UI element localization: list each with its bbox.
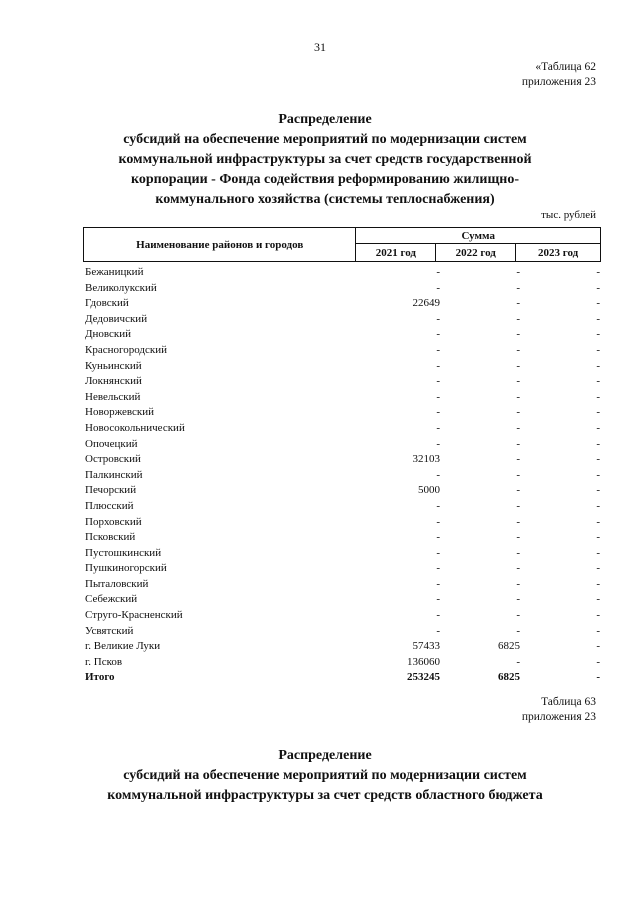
value-2023: - <box>596 655 600 668</box>
district-name: Островский <box>85 453 141 466</box>
table62-reference <box>522 60 596 90</box>
district-name: Локнянский <box>85 375 142 388</box>
value-2023: - <box>596 406 600 419</box>
district-name: Струго-Красненский <box>85 609 183 622</box>
value-2023: - <box>596 499 600 512</box>
table-row <box>85 390 601 406</box>
district-name: Гдовский <box>85 297 129 310</box>
value-2023: - <box>596 437 600 450</box>
district-name: Порховский <box>85 515 142 528</box>
value-2023: - <box>596 281 600 294</box>
district-name: г. Псков <box>85 655 123 668</box>
table-row <box>85 530 601 546</box>
table-row <box>85 468 601 484</box>
value-2022: - <box>516 297 520 310</box>
value-2021: 253245 <box>407 671 440 684</box>
value-2023: - <box>596 453 600 466</box>
table-row <box>85 374 601 390</box>
value-2022: - <box>516 562 520 575</box>
total-row <box>85 670 601 686</box>
value-2023: - <box>596 343 600 356</box>
value-2023: - <box>596 421 600 434</box>
title-line: коммунального хозяйства (системы теплоснабжения) <box>155 192 495 207</box>
table-row <box>85 312 601 328</box>
table-row <box>85 624 601 640</box>
value-2021: - <box>436 390 440 403</box>
district-name: Новоржевский <box>85 406 155 419</box>
value-2022: - <box>516 593 520 606</box>
table-row <box>85 577 601 593</box>
value-2022: - <box>516 453 520 466</box>
district-name: Невельский <box>85 390 141 403</box>
value-2021: - <box>436 421 440 434</box>
table-row <box>85 655 601 671</box>
value-2022: - <box>516 406 520 419</box>
table-row <box>85 546 601 562</box>
value-2022: 6825 <box>498 671 520 684</box>
value-2021: - <box>436 468 440 481</box>
title-line: Распределение <box>278 112 372 127</box>
district-name: Дедовичский <box>85 312 148 325</box>
value-2021: 5000 <box>418 484 440 497</box>
district-name: Красногородский <box>85 343 168 356</box>
title-line: Распределение <box>278 748 372 763</box>
value-2022: - <box>516 546 520 559</box>
value-2022: 6825 <box>498 640 520 653</box>
header-year-2022: 2022 год <box>436 244 516 262</box>
value-2023: - <box>596 640 600 653</box>
value-2023: - <box>596 671 600 684</box>
district-name: г. Великие Луки <box>85 640 161 653</box>
table62-ref-line2: приложения 23 <box>521 76 596 88</box>
value-2023: - <box>596 546 600 559</box>
table62-header <box>83 227 601 262</box>
table63-ref-line1: Таблица 63 <box>541 696 596 708</box>
district-name: Пыталовский <box>85 577 149 590</box>
district-name: Усвятский <box>85 624 134 637</box>
table-row <box>85 483 601 499</box>
value-2023: - <box>596 312 600 325</box>
district-name: Псковский <box>85 531 136 544</box>
district-name: Плюсский <box>85 499 134 512</box>
table-row <box>85 281 601 297</box>
title-line: коммунальной инфраструктуры за счет средств государственной <box>118 152 532 167</box>
value-2022: - <box>516 343 520 356</box>
value-2021: - <box>436 624 440 637</box>
value-2022: - <box>516 499 520 512</box>
value-2022: - <box>516 655 520 668</box>
value-2021: - <box>436 562 440 575</box>
district-name: Себежский <box>85 593 138 606</box>
value-2021: 57433 <box>412 640 440 653</box>
table-row <box>85 405 601 421</box>
title-line: коммунальной инфраструктуры за счет средств областного бюджета <box>107 788 543 803</box>
district-name: Итого <box>85 671 115 684</box>
table-row <box>85 327 601 343</box>
district-name: Великолукский <box>85 281 157 294</box>
value-2023: - <box>596 609 600 622</box>
value-2021: - <box>436 343 440 356</box>
value-2022: - <box>516 266 520 278</box>
title-line: субсидий на обеспечение мероприятий по модернизации систем <box>123 132 527 147</box>
value-2022: - <box>516 484 520 497</box>
district-name: Палкинский <box>85 468 143 481</box>
header-name-column: Наименование районов и городов <box>84 228 356 262</box>
table63-reference <box>522 695 596 725</box>
value-2021: 22649 <box>412 297 440 310</box>
value-2023: - <box>596 562 600 575</box>
value-2023: - <box>596 515 600 528</box>
value-2021: - <box>436 546 440 559</box>
value-2023: - <box>596 328 600 341</box>
district-name: Печорский <box>85 484 137 497</box>
value-2021: - <box>436 375 440 388</box>
value-2021: - <box>436 593 440 606</box>
value-2022: - <box>516 624 520 637</box>
units-label: тыс. рублей <box>541 209 596 221</box>
value-2022: - <box>516 437 520 450</box>
value-2022: - <box>516 281 520 294</box>
table-row <box>85 592 601 608</box>
value-2021: - <box>436 359 440 372</box>
value-2023: - <box>596 624 600 637</box>
table-row <box>85 515 601 531</box>
value-2023: - <box>596 593 600 606</box>
header-year-2021: 2021 год <box>356 244 436 262</box>
value-2021: - <box>436 328 440 341</box>
value-2022: - <box>516 390 520 403</box>
district-name: Опочецкий <box>85 437 138 450</box>
table-row <box>85 265 601 281</box>
district-name: Бежаницкий <box>85 266 144 278</box>
value-2023: - <box>596 484 600 497</box>
value-2022: - <box>516 312 520 325</box>
value-2023: - <box>596 297 600 310</box>
value-2022: - <box>516 577 520 590</box>
table-row <box>85 608 601 624</box>
table62-title <box>60 110 590 210</box>
table-row <box>85 452 601 468</box>
value-2021: - <box>436 266 440 278</box>
value-2021: 136060 <box>407 655 440 668</box>
district-name: Пустошкинский <box>85 546 162 559</box>
value-2021: - <box>436 312 440 325</box>
value-2021: - <box>436 577 440 590</box>
table62-ref-line1: «Таблица 62 <box>535 61 596 73</box>
district-name: Новосокольнический <box>85 421 185 434</box>
table-row <box>85 437 601 453</box>
value-2021: - <box>436 515 440 528</box>
value-2023: - <box>596 266 600 278</box>
value-2021: - <box>436 281 440 294</box>
value-2022: - <box>516 531 520 544</box>
table63-ref-line2: приложения 23 <box>521 711 596 723</box>
value-2021: - <box>436 531 440 544</box>
value-2022: - <box>516 421 520 434</box>
value-2023: - <box>596 468 600 481</box>
value-2021: 32103 <box>412 453 440 466</box>
value-2022: - <box>516 609 520 622</box>
district-name: Дновский <box>85 328 132 341</box>
value-2021: - <box>436 406 440 419</box>
table-row <box>85 561 601 577</box>
table-row <box>85 296 601 312</box>
value-2023: - <box>596 359 600 372</box>
table-row <box>85 639 601 655</box>
value-2022: - <box>516 468 520 481</box>
value-2023: - <box>596 577 600 590</box>
header-sum: Сумма <box>356 228 601 244</box>
table-row <box>85 421 601 437</box>
title-line: субсидий на обеспечение мероприятий по модернизации систем <box>123 768 527 783</box>
table63-title <box>60 746 590 806</box>
title-line: корпорации - Фонда содействия реформированию жилищно- <box>130 172 520 187</box>
value-2023: - <box>596 531 600 544</box>
value-2023: - <box>596 375 600 388</box>
value-2022: - <box>516 515 520 528</box>
value-2021: - <box>436 437 440 450</box>
value-2022: - <box>516 328 520 341</box>
value-2022: - <box>516 375 520 388</box>
district-name: Куньинский <box>85 359 142 372</box>
table62-body <box>85 265 601 686</box>
page-number: 31 <box>314 40 326 54</box>
district-name: Пушкиногорский <box>85 562 167 575</box>
value-2022: - <box>516 359 520 372</box>
value-2023: - <box>596 390 600 403</box>
table-row <box>85 499 601 515</box>
table-row <box>85 343 601 359</box>
value-2021: - <box>436 609 440 622</box>
table-row <box>85 359 601 375</box>
header-year-2023: 2023 год <box>516 244 601 262</box>
value-2021: - <box>436 499 440 512</box>
